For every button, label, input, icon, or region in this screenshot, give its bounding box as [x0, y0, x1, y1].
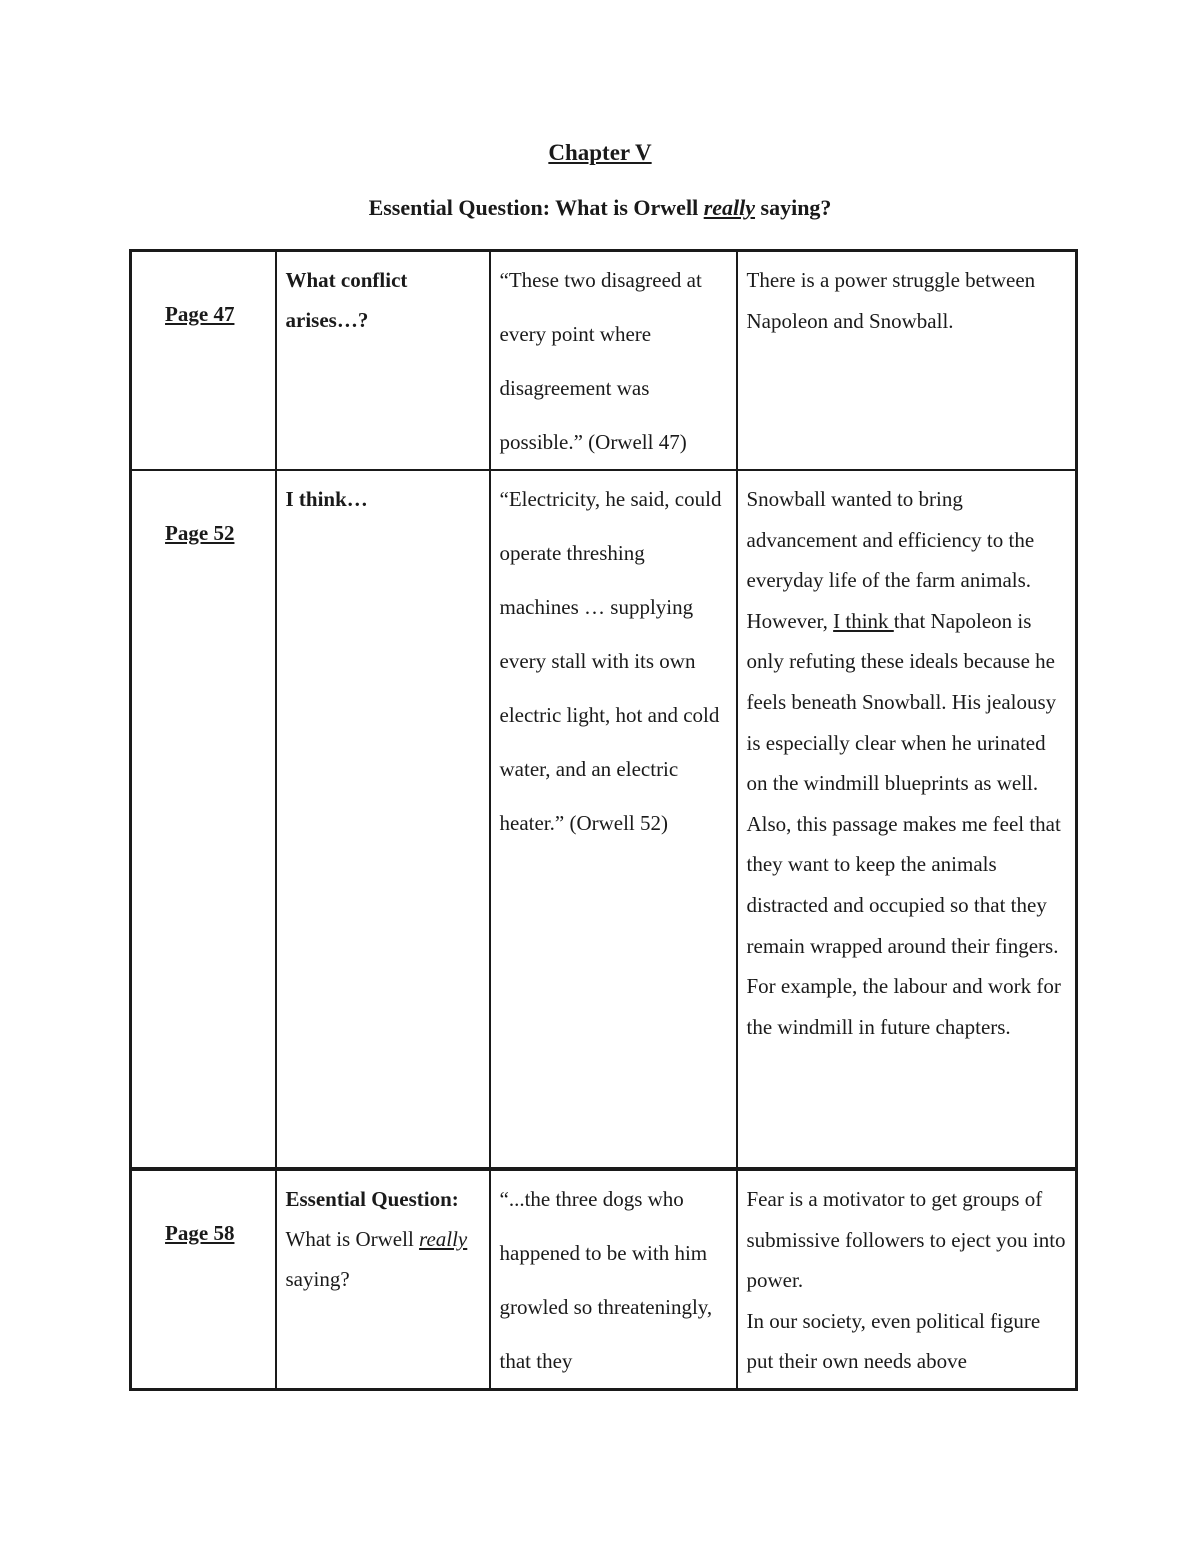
response-paragraph-2: Also, this passage makes me feel that they want to keep the animals distracted and occupied so that they remain wrapped around their fingers. For example, the labour and work for the windmill in future chapters.: [746, 811, 1061, 1039]
page-cell: [131, 470, 276, 1169]
quote-cell: [490, 251, 737, 471]
table-row: [131, 251, 1077, 471]
quote-cell: [490, 470, 737, 1169]
prompt-cell: [276, 1169, 490, 1390]
response-paragraph-2: In our society, even political figure put their own needs above: [746, 1308, 1041, 1374]
page-number-label: Page 52: [165, 521, 235, 545]
prompt-cell: [276, 251, 490, 471]
response-part-2: that Napoleon is only refuting these ideals because he feels beneath Snowball. His jealousy is especially clear when he urinated on the windmill blueprints as well.: [746, 608, 1057, 796]
quote-text: “...the three dogs who happened to be with him growled so threateningly, that they: [499, 1187, 713, 1373]
prompt-bold: What conflict arises…?: [285, 268, 408, 332]
page-cell: [131, 251, 276, 471]
essential-question-suffix: saying?: [755, 195, 832, 220]
prompt-text: [286, 260, 481, 340]
prompt-bold: I think…: [285, 487, 368, 511]
response-part-1: Snowball wanted to bring advancement and efficiency to the everyday life of the farm animals. However,: [746, 487, 1035, 633]
prompt-prefix: What is Orwell: [285, 1227, 420, 1251]
response-underlined-phrase: I think: [833, 608, 894, 633]
response-cell: [737, 251, 1077, 471]
page-number-label: Page 58: [165, 1221, 235, 1245]
quote-text: “Electricity, he said, could operate threshing machines … supplying every stall with its own electric light, hot and cold water, and an electric heater.” (Orwell 52): [499, 487, 722, 835]
prompt-text: [286, 1179, 481, 1299]
page-number-label: Page 47: [165, 302, 235, 326]
prompt-bold: Essential Question:: [285, 1187, 459, 1211]
table-row: [131, 1169, 1077, 1390]
table-row: [131, 470, 1077, 1169]
response-text: There is a power struggle between Napoleon and Snowball.: [746, 268, 1036, 333]
quote-text: “These two disagreed at every point where disagreement was possible.” (Orwell 47): [499, 268, 702, 454]
quote-cell: [490, 1169, 737, 1390]
essential-question-heading: [0, 195, 1200, 221]
response-paragraph-1: Fear is a motivator to get groups of submissive followers to eject you into power.: [746, 1187, 1066, 1293]
prompt-suffix: saying?: [285, 1267, 350, 1291]
response-cell: [737, 1169, 1077, 1390]
page-cell: [131, 1169, 276, 1390]
response-cell: [737, 470, 1077, 1169]
essential-question-prefix: Essential Question: What is Orwell: [368, 195, 704, 220]
reading-notes-table: [129, 249, 1078, 1391]
response-text: [747, 479, 1068, 804]
prompt-text: [286, 479, 481, 519]
chapter-title: Chapter V: [548, 140, 652, 165]
prompt-emphasis: really: [419, 1227, 468, 1251]
essential-question-emphasis: really: [703, 195, 756, 220]
prompt-cell: [276, 470, 490, 1169]
